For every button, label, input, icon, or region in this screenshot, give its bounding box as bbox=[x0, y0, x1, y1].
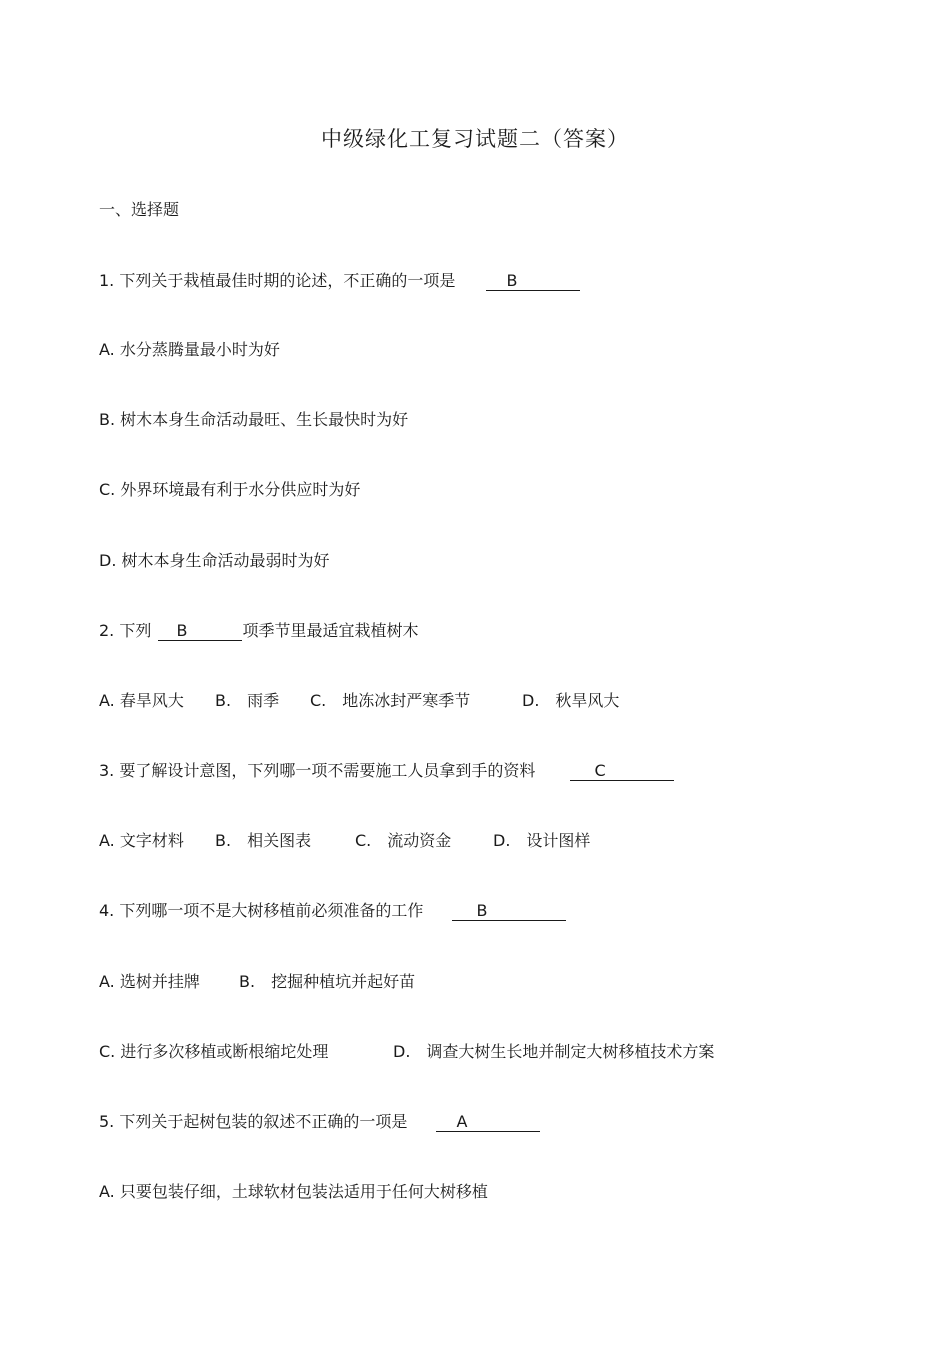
question-1-option-a: A. 水分蒸腾量最小时为好 bbox=[99, 340, 280, 359]
question-stem-text-after: 项季节里最适宜栽植树木 bbox=[242, 621, 419, 640]
question-2-option-c: C. 地冻冰封严寒季节 bbox=[310, 691, 471, 710]
question-stem-text: 1. 下列关于栽植最佳时期的论述，不正确的一项是 bbox=[99, 271, 456, 290]
question-3-options bbox=[99, 830, 590, 852]
question-4-stem bbox=[99, 900, 566, 922]
question-4-option-a: A. 选树并挂牌 bbox=[99, 972, 200, 991]
answer-blank bbox=[436, 1113, 540, 1132]
question-2-option-a: A. 春旱风大 bbox=[99, 691, 184, 710]
question-5-stem bbox=[99, 1111, 540, 1133]
question-1-option-d: D. 树木本身生命活动最弱时为好 bbox=[99, 551, 330, 570]
question-stem-text: 3. 要了解设计意图，下列哪一项不需要施工人员拿到手的资料 bbox=[99, 761, 536, 780]
question-4-option-c: C. 进行多次移植或断根缩坨处理 bbox=[99, 1042, 329, 1061]
question-stem-text: 5. 下列关于起树包装的叙述不正确的一项是 bbox=[99, 1112, 408, 1131]
answer-blank bbox=[452, 902, 566, 921]
answer-blank bbox=[570, 762, 674, 781]
question-1-option-c: C. 外界环境最有利于水分供应时为好 bbox=[99, 480, 361, 499]
question-3-option-a: A. 文字材料 bbox=[99, 831, 184, 850]
answer-letter: C bbox=[594, 761, 606, 780]
question-2-option-b: B. 雨季 bbox=[215, 691, 280, 710]
answer-blank bbox=[158, 622, 242, 641]
question-3-option-d: D. 设计图样 bbox=[493, 831, 591, 850]
answer-blank bbox=[486, 272, 580, 291]
question-1-stem bbox=[99, 270, 580, 292]
question-3-stem bbox=[99, 760, 674, 782]
answer-letter: B bbox=[476, 901, 488, 920]
question-4-options-row-1 bbox=[99, 971, 415, 993]
answer-letter: B bbox=[506, 271, 518, 290]
question-stem-text: 4. 下列哪一项不是大树移植前必须准备的工作 bbox=[99, 901, 424, 920]
question-4-option-d: D. 调查大树生长地并制定大树移植技术方案 bbox=[393, 1042, 715, 1061]
question-stem-text: 2. 下列 bbox=[99, 621, 152, 640]
question-2-option-d: D. 秋旱风大 bbox=[522, 691, 620, 710]
question-3-option-c: C. 流动资金 bbox=[355, 831, 452, 850]
question-4-options-row-2 bbox=[99, 1041, 714, 1063]
question-2-options bbox=[99, 690, 619, 712]
question-2-stem bbox=[99, 620, 418, 642]
question-3-option-b: B. 相关图表 bbox=[215, 831, 312, 850]
question-4-option-b: B. 挖掘种植坑并起好苗 bbox=[239, 972, 416, 991]
page-title: 中级绿化工复习试题二（答案） bbox=[321, 127, 629, 151]
section-heading: 一、选择题 bbox=[99, 200, 180, 219]
question-1-option-b: B. 树木本身生命活动最旺、生长最快时为好 bbox=[99, 410, 409, 429]
question-5-option-a: A. 只要包装仔细，土球软材包装法适用于任何大树移植 bbox=[99, 1182, 488, 1201]
answer-letter: B bbox=[176, 621, 188, 640]
answer-letter: A bbox=[456, 1112, 468, 1131]
